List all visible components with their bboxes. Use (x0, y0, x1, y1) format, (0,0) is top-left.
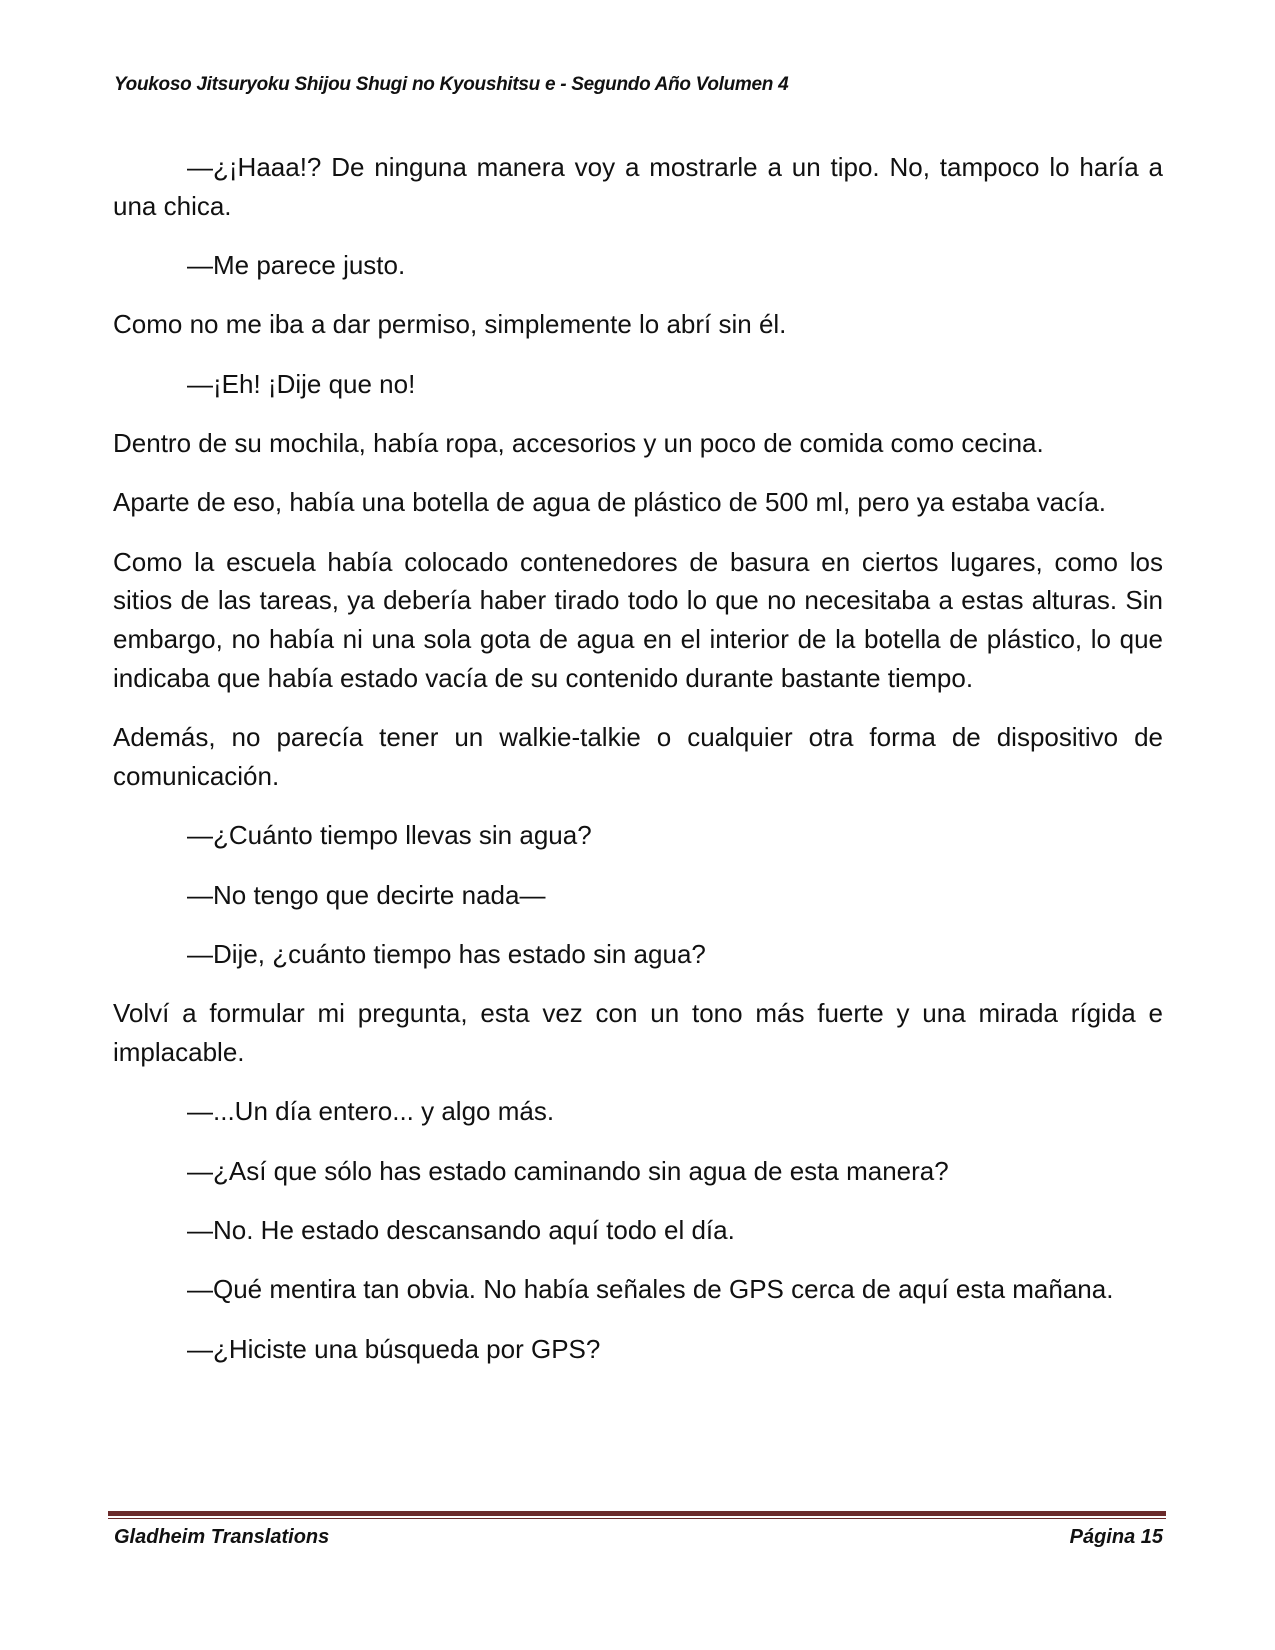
dialogue-paragraph: —No. He estado descansando aquí todo el día. (187, 1214, 735, 1245)
footer-rule (108, 1511, 1166, 1516)
page-number: Página 15 (1069, 1526, 1163, 1548)
footer-rule-thin (108, 1518, 1166, 1519)
dialogue-paragraph: —¿¡Haaa!? De ninguna manera voy a mostrarle a un tipo. No, tampoco lo haría a una chica. (113, 152, 1163, 221)
narration-paragraph: Como no me iba a dar permiso, simplemente lo abrí sin él. (113, 309, 787, 340)
narration-paragraph: Volví a formular mi pregunta, esta vez con un tono más fuerte y una mirada rígida e implacable. (113, 998, 1163, 1068)
dialogue-paragraph: —¿Hiciste una búsqueda por GPS? (187, 1333, 601, 1364)
dialogue-paragraph: —...Un día entero... y algo más. (187, 1096, 555, 1127)
narration-paragraph: Aparte de eso, había una botella de agua de plástico de 500 ml, pero ya estaba vacía. (113, 487, 1107, 518)
narration-paragraph: Además, no parecía tener un walkie-talkie o cualquier otra forma de dispositivo de comunicación. (113, 722, 1163, 792)
dialogue-paragraph: —Dije, ¿cuánto tiempo has estado sin agua? (187, 938, 706, 969)
dialogue-paragraph: —No tengo que decirte nada— (187, 879, 546, 910)
running-header: Youkoso Jitsuryoku Shijou Shugi no Kyoushitsu e - Segundo Año Volumen 4 (114, 74, 789, 95)
footer-translator: Gladheim Translations (114, 1526, 330, 1548)
dialogue-paragraph: —¿Así que sólo has estado caminando sin agua de esta manera? (187, 1155, 949, 1186)
dialogue-paragraph: —Me parece justo. (187, 250, 406, 281)
dialogue-paragraph: —Qué mentira tan obvia. No había señales de GPS cerca de aquí esta mañana. (187, 1274, 1114, 1305)
dialogue-paragraph: —¡Eh! ¡Dije que no! (187, 368, 416, 399)
body-text (113, 148, 1163, 1389)
dialogue-paragraph: —¿Cuánto tiempo llevas sin agua? (187, 820, 592, 851)
narration-paragraph: Dentro de su mochila, había ropa, accesorios y un poco de comida como cecina. (113, 427, 1044, 458)
narration-paragraph: Como la escuela había colocado contenedores de basura en ciertos lugares, como los sitios de las tareas, ya debería haber tirado todo lo que no necesitaba a estas alturas. Sin embargo, no había ni una sola gota de agua en el interior de la botella de plástico, lo que indicaba que había estado vacía de su contenido durante bastante tiempo. (113, 546, 1163, 693)
